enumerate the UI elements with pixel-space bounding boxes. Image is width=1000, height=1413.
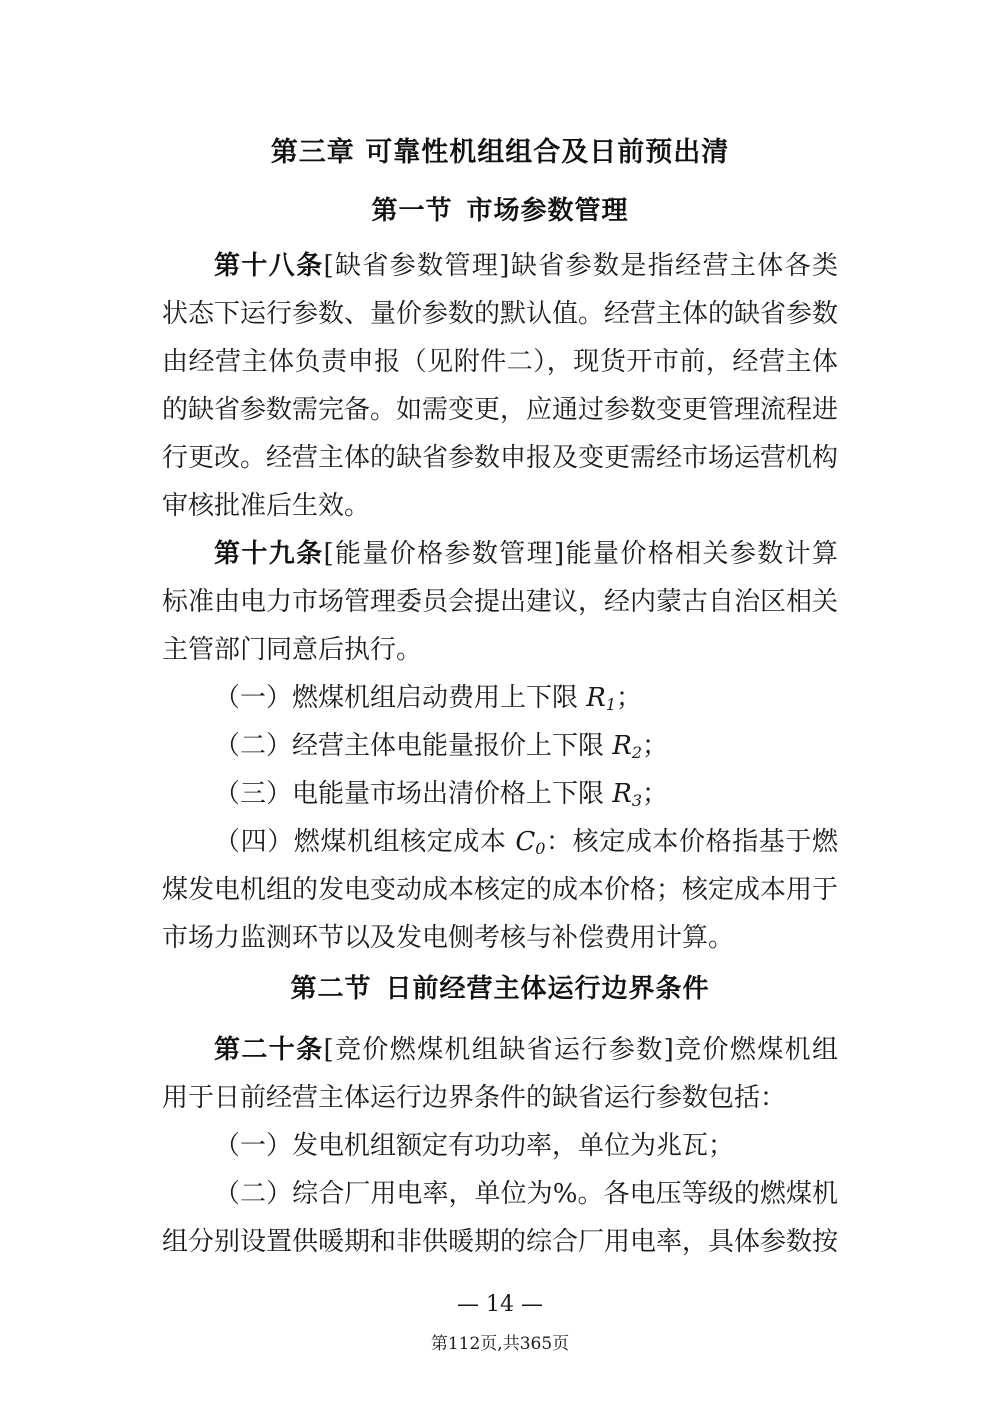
article-19-item-1: （一）燃煤机组启动费用上下限 $R_1$； bbox=[214, 683, 643, 714]
page-info: 第112页,共365页 bbox=[430, 1334, 570, 1354]
article-20-item-2: （二）综合厂用电率，单位为%。各电压等级的燃煤机 bbox=[214, 1179, 838, 1209]
article-18-line-2: 状态下运行参数、量价参数的默认值。经营主体的缺省参数 bbox=[162, 299, 838, 329]
article-19-line-3: 主管部门同意后执行。 bbox=[162, 635, 423, 665]
article-20 bbox=[162, 1026, 838, 1266]
article-20-label: 第二十条 bbox=[214, 1035, 324, 1065]
section-2-heading bbox=[0, 968, 1000, 1005]
article-19-item-4-line-2: 煤发电机组的发电变动成本核定的成本价格；核定成本用于 bbox=[162, 875, 838, 905]
article-18-line-6: 审核批准后生效。 bbox=[162, 491, 371, 521]
article-18-line-4: 的缺省参数需完备。如需变更，应通过参数变更管理流程进 bbox=[162, 395, 838, 425]
article-18-line-5: 行更改。经营主体的缺省参数申报及变更需经市场运营机构 bbox=[162, 443, 838, 473]
section-2-number: 第二节 bbox=[290, 974, 372, 1004]
article-19-item-2: （二）经营主体电能量报价上下限 $R_2$； bbox=[214, 731, 669, 762]
article-20-item-2-line-2: 组分别设置供暖期和非供暖期的综合厂用电率，具体参数按 bbox=[162, 1227, 838, 1257]
article-18 bbox=[162, 242, 838, 530]
article-19-label: 第十九条 bbox=[214, 539, 324, 569]
section-1-number: 第一节 bbox=[371, 196, 453, 226]
article-19-item-4-line-3: 市场力监测环节以及发电侧考核与补偿费用计算。 bbox=[162, 923, 735, 953]
article-20-line-1: 第二十条[竞价燃煤机组缺省运行参数]竞价燃煤机组 bbox=[214, 1035, 838, 1065]
section-2-title: 日前经营主体运行边界条件 bbox=[385, 974, 710, 1004]
page-number: — 14 — bbox=[457, 1292, 543, 1317]
article-18-label: 第十八条 bbox=[214, 251, 324, 281]
section-1-heading bbox=[0, 190, 1000, 227]
article-20-line-2: 用于日前经营主体运行边界条件的缺省运行参数包括： bbox=[162, 1083, 787, 1113]
article-19-line-1: 第十九条[能量价格参数管理]能量价格相关参数计算 bbox=[214, 539, 838, 569]
section-1-title: 市场参数管理 bbox=[466, 196, 629, 226]
article-18-line-3: 由经营主体负责申报（见附件二），现货开市前，经营主体 bbox=[162, 347, 838, 377]
article-18-line-1: 第十八条[缺省参数管理]缺省参数是指经营主体各类 bbox=[214, 251, 838, 281]
article-19-line-2: 标准由电力市场管理委员会提出建议，经内蒙古自治区相关 bbox=[162, 587, 838, 617]
article-19-item-4: （四）燃煤机组核定成本 $C_0$：核定成本价格指基于燃 bbox=[214, 827, 838, 858]
article-19 bbox=[162, 530, 838, 962]
article-20-item-1: （一）发电机组额定有功功率，单位为兆瓦； bbox=[214, 1131, 735, 1161]
article-19-item-3: （三）电能量市场出清价格上下限 $R_3$； bbox=[214, 779, 669, 810]
chapter-title: 第三章 可靠性机组组合及日前预出清 bbox=[270, 137, 730, 168]
